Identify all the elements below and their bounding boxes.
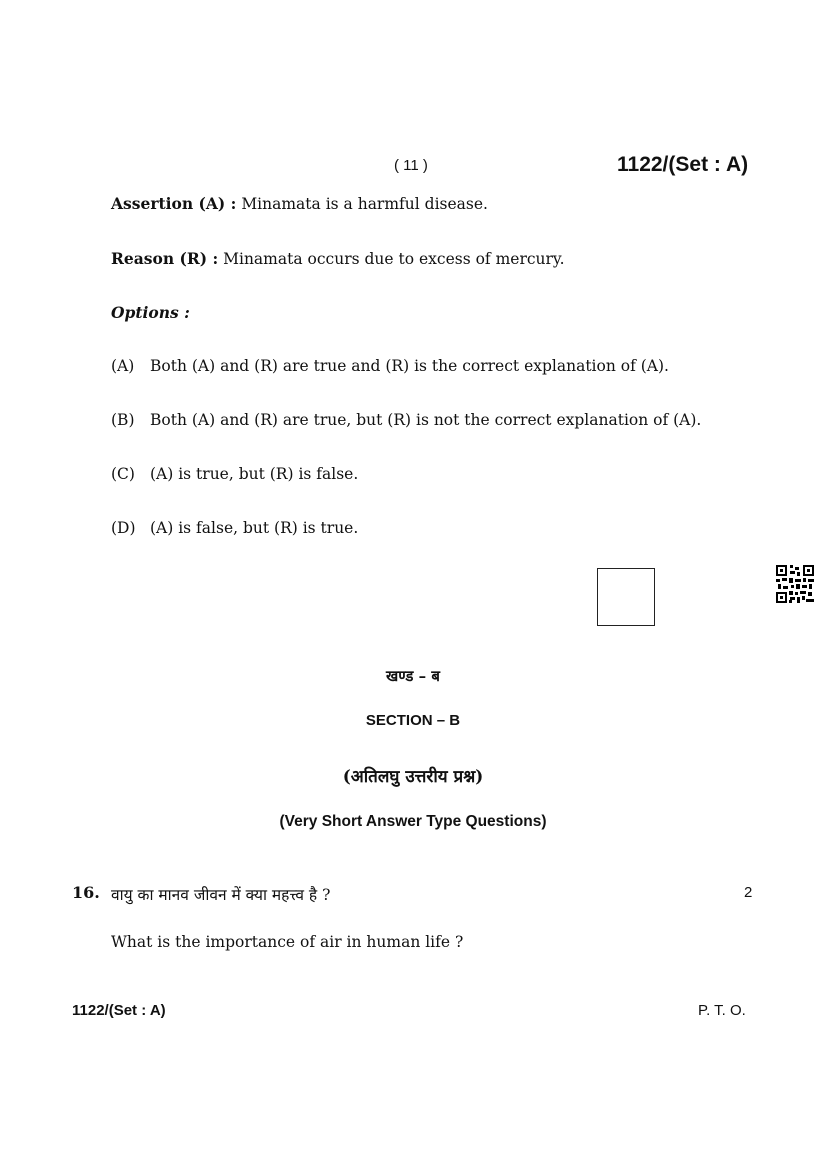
section-subtitle-hindi: (अतिलघु उत्तरीय प्रश्न) — [342, 767, 484, 787]
assertion-text: Minamata is a harmful disease. — [241, 195, 488, 213]
option-letter: (B) — [111, 411, 135, 429]
section-title: SECTION – B — [365, 712, 461, 729]
section-subtitle: (Very Short Answer Type Questions) — [279, 813, 547, 830]
section-title-hindi: खण्ड – ब — [386, 667, 440, 685]
option-text: Both (A) and (R) are true, but (R) is not the correct explanation of (A). — [150, 411, 702, 429]
option-letter: (D) — [111, 519, 136, 537]
footer-set-code: 1122/(Set : A) — [72, 1002, 166, 1019]
answer-box[interactable] — [597, 568, 655, 626]
set-code-header: 1122/(Set : A) — [617, 153, 749, 176]
option-c — [111, 465, 358, 483]
question-text-hindi: वायु का मानव जीवन में क्या महत्त्व है ? — [111, 886, 331, 904]
reason-label: Reason (R) : — [111, 249, 219, 268]
option-letter: (C) — [111, 465, 135, 483]
assertion-line — [111, 194, 488, 213]
assertion-label: Assertion (A) : — [111, 194, 237, 213]
reason-line — [111, 249, 565, 268]
option-b — [111, 411, 701, 429]
footer-pto: P. T. O. — [698, 1002, 746, 1019]
option-letter: (A) — [111, 357, 135, 375]
options-heading: Options : — [111, 303, 190, 322]
question-text-english: What is the importance of air in human life ? — [111, 933, 464, 951]
option-text: Both (A) and (R) are true and (R) is the correct explanation of (A). — [150, 357, 669, 375]
qr-code-icon — [776, 565, 814, 603]
question-number: 16. — [72, 883, 100, 902]
option-text: (A) is false, but (R) is true. — [150, 519, 359, 537]
reason-text: Minamata occurs due to excess of mercury. — [223, 250, 565, 268]
option-d — [111, 519, 358, 537]
question-marks: 2 — [744, 884, 753, 901]
page-number: ( 11 ) — [394, 157, 428, 174]
option-a — [111, 357, 669, 375]
option-text: (A) is true, but (R) is false. — [150, 465, 359, 483]
